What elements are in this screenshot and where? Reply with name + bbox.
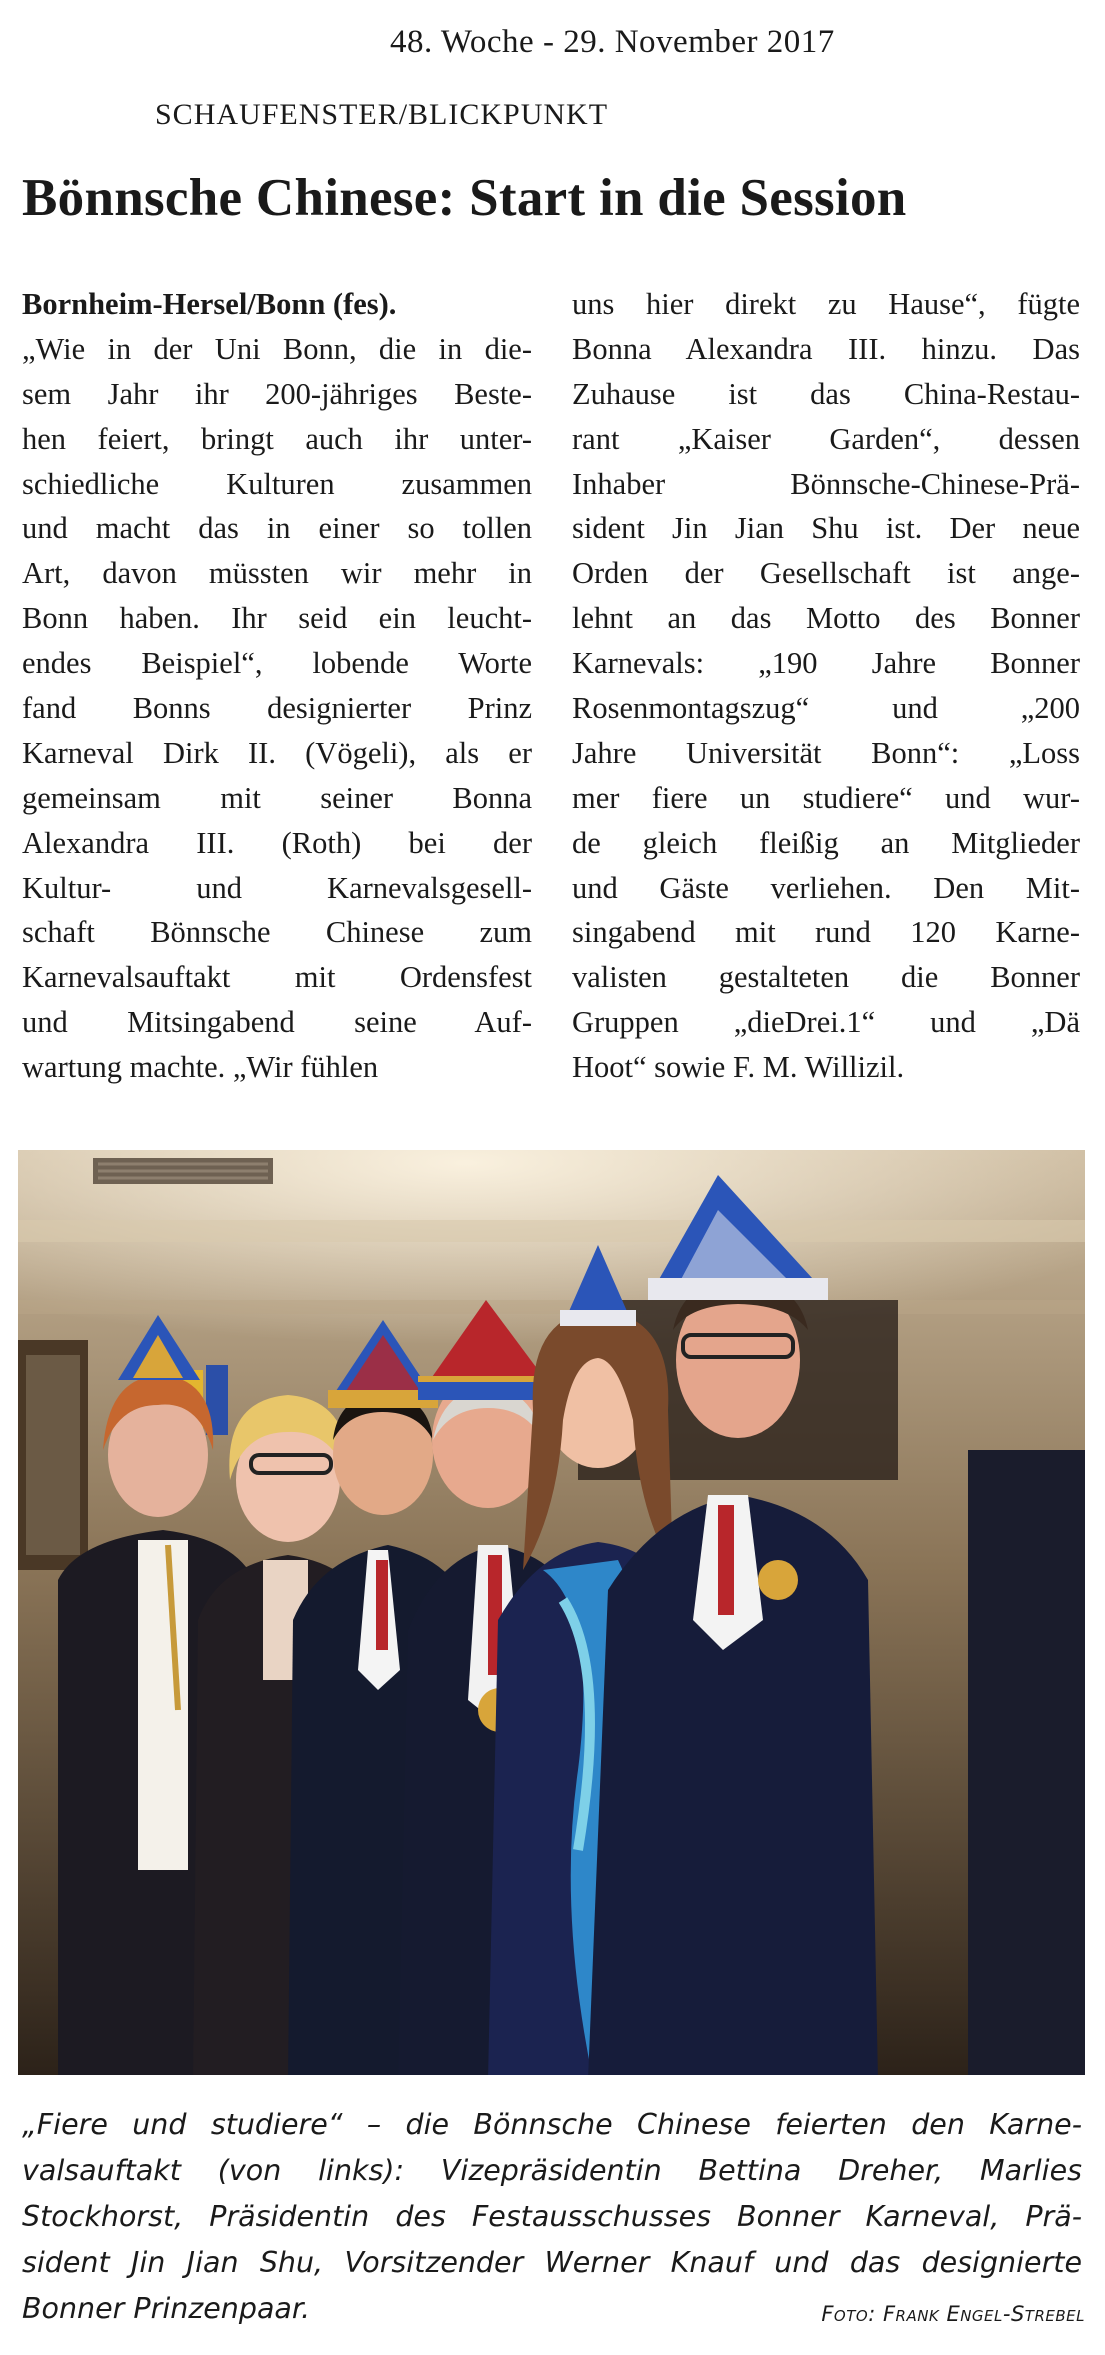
article-column-right [572,282,1080,1090]
text-line: fand Bonns designierter Prinz [22,691,532,726]
text-line: Zuhause ist das China-Restau- [572,376,1080,411]
text-line: und Gäste verliehen. Den Mit- [572,870,1080,905]
text-line: „Wie in der Uni Bonn, die in die- [22,331,532,366]
text-line: de gleich fleißig an Mitglieder [572,825,1080,860]
text-line: Rosenmontagszug“ und „200 [572,691,1080,726]
text-line: Bonner Prinzenpaar. [22,2292,311,2325]
text-line: und macht das in einer so tollen [22,511,532,546]
text-line: valisten gestalteten die Bonner [572,960,1080,995]
text-line: hen feiert, bringt auch ihr unter- [22,421,532,456]
text-line: lehnt an das Motto des Bonner [572,601,1080,636]
text-line: endes Beispiel“, lobende Worte [22,646,532,681]
text-line: Orden der Gesellschaft ist ange- [572,556,1080,591]
group-photo [18,1150,1085,2075]
text-line: Bonna Alexandra III. hinzu. Das [572,331,1080,366]
text-line: mer fiere un studiere“ und wur- [572,780,1080,815]
text-line: Jahre Universität Bonn“: „Loss [572,735,1080,770]
text-line: Kultur- und Karnevalsgesell- [22,870,532,905]
text-line: „Fiere und studiere“ – die Bönnsche Chinese feierten den Karne- [22,2108,1082,2141]
text-line: Bonn haben. Ihr seid ein leucht- [22,601,532,636]
text-line: singabend mit rund 120 Karne- [572,915,1080,950]
text-line: Karnevals: „190 Jahre Bonner [572,646,1080,681]
text-line: Art, davon müssten wir mehr in [22,556,532,591]
text-line: schaft Bönnsche Chinese zum [22,915,532,950]
text-line: sident Jin Jian Shu ist. Der neue [572,511,1080,546]
text-line: gemeinsam mit seiner Bonna [22,780,532,815]
text-line: uns hier direkt zu Hause“, fügte [572,287,1080,321]
text-line: Karnevalsauftakt mit Ordensfest [22,960,532,995]
text-line: Alexandra III. (Roth) bei der [22,825,532,860]
text-line: Inhaber Bönnsche-Chinese-Prä- [572,466,1080,501]
text-line: valsauftakt (von links): Vizepräsidentin Bettina Dreher, Marlies [22,2154,1082,2187]
text-line: Hoot“ sowie F. M. Willizil. [572,1050,905,1085]
text-line: Gruppen „dieDrei.1“ und „Dä [572,1005,1080,1040]
text-line: schiedliche Kulturen zusammen [22,466,532,501]
issue-dateline: 48. Woche - 29. November 2017 [390,24,835,60]
text-line: Karneval Dirk II. (Vögeli), als er [22,735,532,770]
text-line: sident Jin Jian Shu, Vorsitzender Werner Knauf und das designierte [22,2246,1082,2279]
left-column-text [22,327,532,1090]
photo-credit: Foto: Frank Engel-Strebel [821,2302,1085,2326]
section-label: SCHAUFENSTER/BLICKPUNKT [155,98,609,131]
text-line: wartung machte. „Wir fühlen [22,1050,379,1085]
text-line: Stockhorst, Präsidentin des Festausschusses Bonner Karneval, Prä- [22,2200,1082,2233]
text-line: sem Jahr ihr 200-jähriges Beste- [22,376,532,411]
text-line: rant „Kaiser Garden“, dessen [572,421,1080,456]
article-dateline: Bornheim-Hersel/Bonn (fes). [22,287,397,321]
right-column-text [572,282,1080,1090]
article-headline: Bönnsche Chinese: Start in die Session [22,169,907,227]
photo-caption [22,2102,1082,2332]
article-column-left [22,282,532,1090]
text-line: und Mitsingabend seine Auf- [22,1005,532,1040]
